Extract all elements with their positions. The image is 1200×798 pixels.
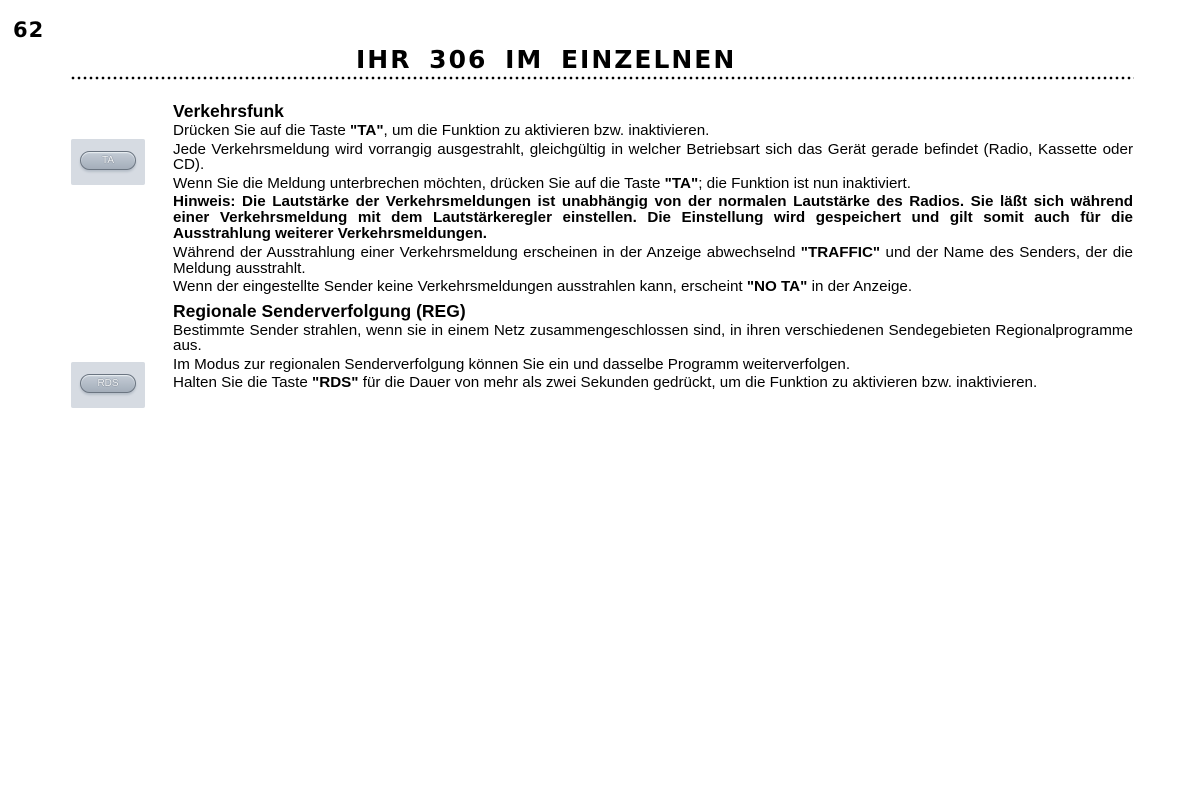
- paragraph-regional-programs: Bestimmte Sender strahlen, wenn sie in einem Netz zusammengeschlossen sind, in ihren verschiedenen Sendegebieten Regionalprogramme aus.: [173, 321, 1133, 354]
- page-title: IHR 306 IM EINZELNEN: [356, 45, 737, 74]
- text: Wenn Sie die Meldung unterbrechen möchten, drücken Sie auf die Taste: [173, 174, 665, 192]
- paragraph-ta-activate: [173, 123, 1133, 139]
- paragraph-reg-mode: Im Modus zur regionalen Senderverfolgung können Sie ein und dasselbe Programm weiterverfolgen.: [173, 355, 851, 373]
- text: Während der Ausstrahlung einer Verkehrsmeldung erscheinen in der Anzeige abwechselnd: [173, 244, 801, 261]
- text: und der Name des Senders, der die Meldung ausstrahlt.: [173, 244, 1133, 277]
- section-heading-reg: Regionale Senderverfolgung (REG): [173, 300, 466, 321]
- ta-key-label: "TA": [350, 122, 384, 139]
- dotted-divider: [70, 76, 1134, 80]
- no-ta-label: "NO TA": [746, 278, 808, 295]
- text: , um die Funktion zu aktivieren bzw. inaktivieren.: [383, 122, 710, 139]
- rds-button-label: RDS: [80, 374, 136, 393]
- ta-button-icon: [71, 139, 145, 185]
- main-content: [173, 101, 1133, 394]
- text: Wenn der eingestellte Sender keine Verkehrsmeldungen ausstrahlen kann, erscheint: [173, 278, 747, 295]
- notice-volume: Hinweis: Die Lautstärke der Verkehrsmeldungen ist unabhängig von der normalen Lautstärke des Radios. Sie läßt sich während einer Verkehrsmeldung mit dem Lautstärkeregler einstellen. Die Einstellung wird gespeichert und gilt somit auch für die Ausstrahlung weiterer Verkehrsmeldungen.: [173, 193, 1133, 242]
- paragraph-ta-interrupt: [173, 176, 1133, 192]
- page-number: 62: [13, 18, 45, 42]
- text: Halten Sie die Taste: [173, 374, 313, 391]
- paragraph-no-ta: [173, 279, 1133, 295]
- ta-button-label: TA: [80, 151, 136, 170]
- paragraph-rds-hold: [173, 375, 1133, 391]
- section-heading-verkehrsfunk: Verkehrsfunk: [173, 101, 284, 121]
- traffic-label: "TRAFFIC": [800, 244, 881, 261]
- rds-button-icon: [71, 362, 145, 408]
- rds-key-label: "RDS": [312, 374, 359, 391]
- ta-key-label: "TA": [664, 174, 699, 192]
- text: in der Anzeige.: [807, 278, 913, 295]
- text: für die Dauer von mehr als zwei Sekunden gedrückt, um die Funktion zu aktivieren bzw. inaktivieren.: [358, 374, 1038, 391]
- text: Drücken Sie auf die Taste: [173, 122, 351, 139]
- paragraph-priority: Jede Verkehrsmeldung wird vorrangig ausgestrahlt, gleichgültig in welcher Betriebsart sich das Gerät gerade befindet (Radio, Kassette oder CD).: [173, 140, 1133, 173]
- paragraph-traffic-display: [173, 245, 1133, 276]
- text: ; die Funktion ist nun inaktiviert.: [698, 174, 911, 192]
